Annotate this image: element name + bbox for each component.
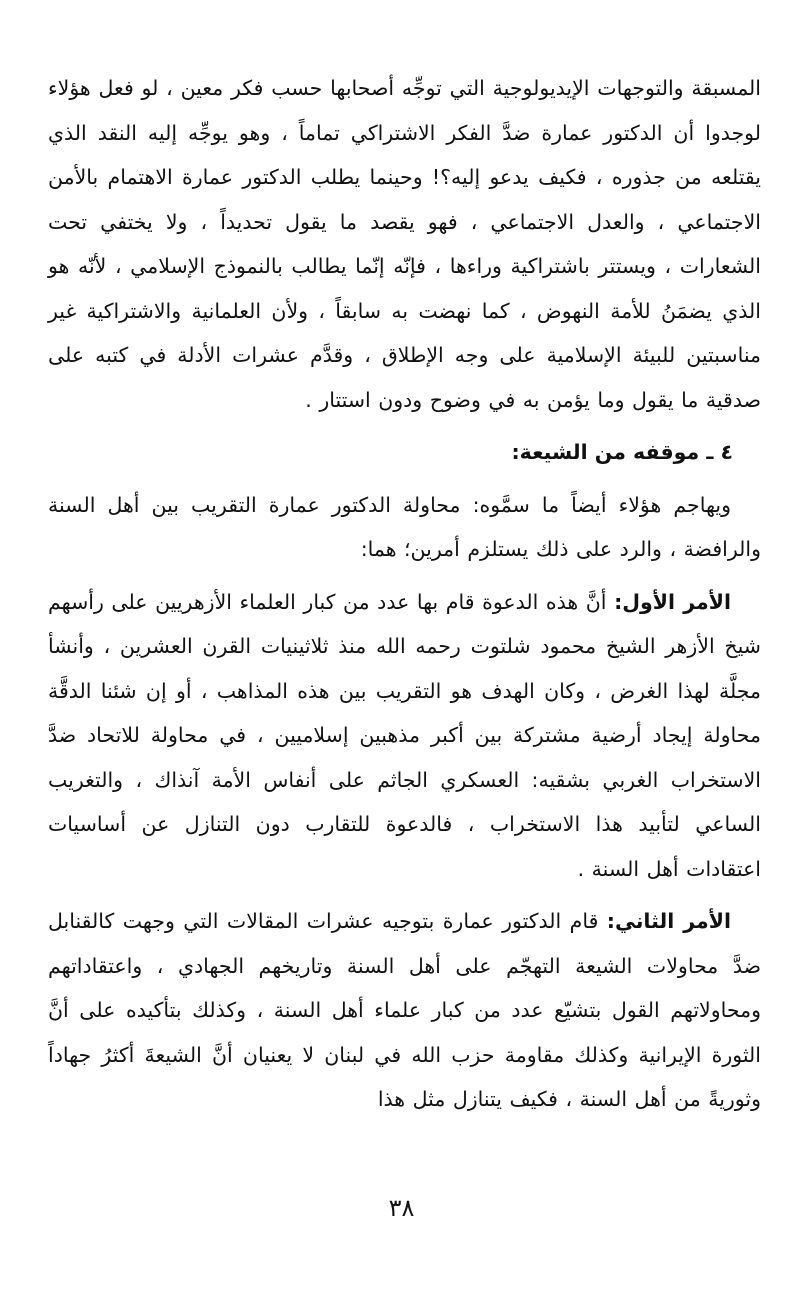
first-point-lead: الأمر الأول:: [614, 589, 731, 614]
paragraph-socialism-stance: المسبقة والتوجهات الإيديولوجية التي توجِّه أصحابها حسب فكر معين ، لو فعل هؤلاء لوجدوا أن الدكتور عمارة ضدَّ الفكر الاشتراكي تماماً ، وهو يوجِّه إليه النقد الذي يقتلعه من جذوره ، فكيف يدعو إليه؟! وحينما يطلب الدكتور عمارة الاهتمام بالأمن الاجتماعي ، والعدل الاجتماعي ، فهو يقصد ما يقول تحديداً ، ولا يختفي تحت الشعارات ، ويستتر باشتراكية وراءها ، فإنّه إنّما يطالب بالنموذج الإسلامي ، لأنّه هو الذي يضمَنُ للأمة النهوض ، كما نهضت به سابقاً ، ولأن العلمانية والاشتراكية غير مناسبتين للبيئة الإسلامية على وجه الإطلاق ، وقدَّم عشرات الأدلة في كتبه على صدقية ما يقول وما يؤمن به في وضوح ودون استتار .: [48, 76, 761, 412]
paragraph-first-point: [48, 580, 761, 892]
first-point-text: أنَّ هذه الدعوة قام بها عدد من كبار العلماء الأزهريين على رأسهم شيخ الأزهر الشيخ محمود شلتوت رحمه الله منذ ثلاثينيات القرن العشرين ، وأنشأ مجلَّة لهذا الغرض ، وكان الهدف هو التقريب بين هذه المذاهب ، أو إن شئنا الدقَّة محاولة إيجاد أرضية مشتركة بين أكبر مذهبين إسلاميين ، في محاولة للاتحاد ضدَّ الاستخراب الغربي بشقيه: العسكري الجاثم على أنفاس الأمة آنذاك ، والتغريب الساعي لتأبيد هذا الاستخراب ، فالدعوة للتقارب دون التنازل عن أساسيات اعتقادات أهل السنة .: [48, 589, 761, 881]
paragraph-rapprochement-claim: ويهاجم هؤلاء أيضاً ما سمَّوه: محاولة الدكتور عمارة التقريب بين أهل السنة والرافضة ، والرد على ذلك يستلزم أمرين؛ هما:: [48, 492, 761, 561]
document-page: [48, 66, 761, 1130]
section-heading-shia: ٤ ـ موقفه من الشيعة:: [511, 440, 733, 464]
page-number: ٣٨: [388, 1194, 415, 1222]
second-point-text: قام الدكتور عمارة بتوجيه عشرات المقالات التي وجهت كالقنابل ضدَّ محاولات الشيعة التهجّم على أهل السنة وتاريخهم الجهادي ، واعتقاداتهم ومحاولاتهم القول بتشيّع عدد من كبار علماء أهل السنة ، وكذلك بتأكيده على أنَّ الثورة الإيرانية وكذلك مقاومة حزب الله في لبنان لا يعنيان أنَّ الشيعةَ أكثرُ جهاداً وثوريةً من أهل السنة ، فكيف يتنازل مثل هذا: [48, 909, 761, 1111]
second-point-lead: الأمر الثاني:: [606, 909, 731, 933]
paragraph-second-point: [48, 899, 761, 1122]
